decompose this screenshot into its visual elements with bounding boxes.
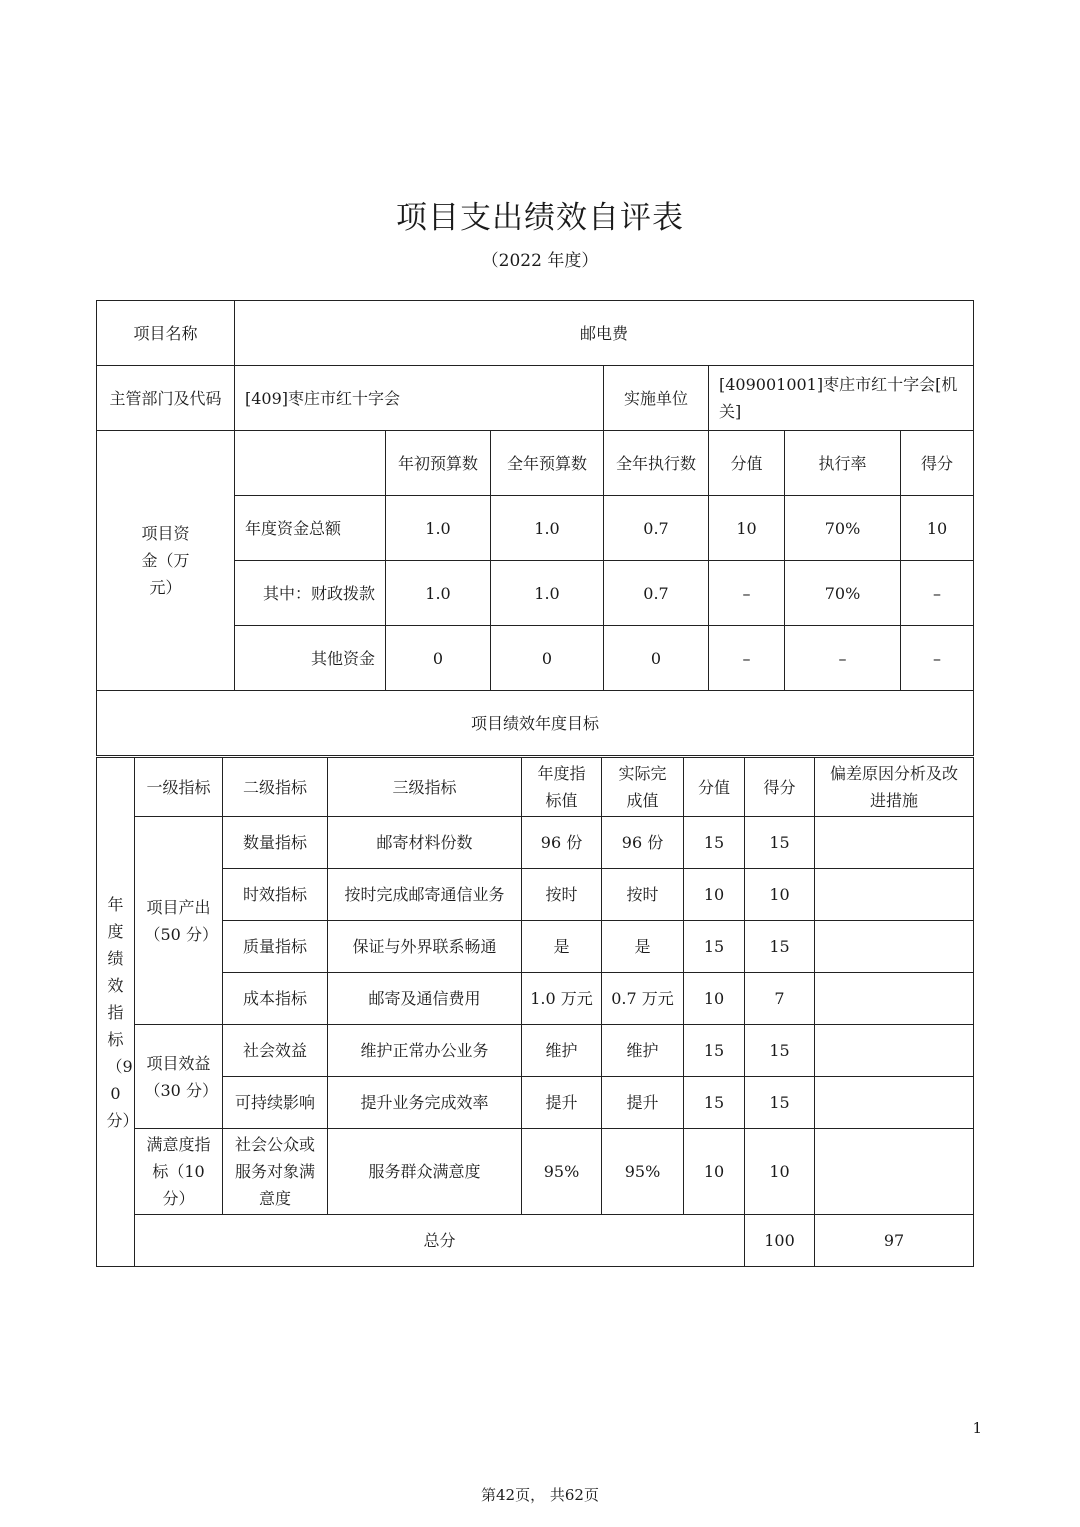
indicator-level2: 数量指标 — [223, 817, 328, 869]
indicator-target: 按时 — [522, 869, 602, 921]
indicator-header — [815, 758, 974, 817]
indicator-score: 7 — [745, 973, 815, 1025]
indicator-target: 是 — [522, 921, 602, 973]
funds-cell: 1.0 — [386, 561, 491, 626]
indicator-actual: 按时 — [602, 869, 684, 921]
indicator-header — [522, 758, 602, 817]
indicator-note — [815, 921, 974, 973]
indicator-group-label-text: 满意度指标（10分） — [146, 1135, 211, 1208]
indicator-level3: 提升业务完成效率 — [328, 1077, 522, 1129]
indicator-header-text: 偏差原因分析及改进措施 — [829, 764, 958, 810]
funds-cell: 10 — [901, 496, 974, 561]
indicator-header-text: 年度指标值 — [537, 764, 586, 810]
funds-row-label: 其中：财政拨款 — [235, 561, 386, 626]
funds-cell: 1.0 — [491, 561, 604, 626]
indicator-actual: 提升 — [602, 1077, 684, 1129]
indicator-score: 15 — [745, 817, 815, 869]
indicator-header: 分值 — [684, 758, 745, 817]
indicator-actual: 维护 — [602, 1025, 684, 1077]
indicator-score-value: 15 — [684, 817, 745, 869]
total-score: 97 — [815, 1215, 974, 1267]
indicator-level2: 可持续影响 — [223, 1077, 328, 1129]
total-score-value: 100 — [745, 1215, 815, 1267]
indicator-actual: 96 份 — [602, 817, 684, 869]
indicator-header: 得分 — [745, 758, 815, 817]
indicator-level3: 邮寄材料份数 — [328, 817, 522, 869]
indicator-actual: 是 — [602, 921, 684, 973]
total-label: 总分 — [135, 1215, 745, 1267]
indicator-target: 95% — [522, 1129, 602, 1215]
indicator-row — [97, 1077, 974, 1129]
indicator-header-text: 实际完成值 — [618, 764, 667, 810]
indicator-target: 1.0 万元 — [522, 973, 602, 1025]
indicator-group-label-text: 项目效益（30 分） — [144, 1053, 218, 1100]
funds-cell: 0.7 — [604, 561, 709, 626]
indicator-score-value: 10 — [684, 869, 745, 921]
indicator-row — [97, 1025, 974, 1077]
indicator-actual: 95% — [602, 1129, 684, 1215]
funds-cell: 0 — [386, 626, 491, 691]
indicator-score: 10 — [745, 869, 815, 921]
indicator-note — [815, 1129, 974, 1215]
funds-header: 分值 — [709, 431, 785, 496]
page-number: 1 — [972, 1419, 982, 1437]
indicator-level3: 服务群众满意度 — [328, 1129, 522, 1215]
indicator-header: 一级指标 — [135, 758, 223, 817]
funds-cell: 0 — [491, 626, 604, 691]
indicator-row — [97, 817, 974, 869]
indicators-side-label — [97, 758, 139, 1267]
funds-cell: 70% — [785, 496, 901, 561]
indicator-level3: 邮寄及通信费用 — [328, 973, 522, 1025]
indicator-note — [815, 973, 974, 1025]
indicator-score: 15 — [745, 1025, 815, 1077]
total-row — [97, 1215, 974, 1267]
project-info-table — [96, 300, 974, 756]
project-name-value: 邮电费 — [235, 301, 974, 366]
page-subtitle: （2022 年度） — [481, 251, 599, 271]
indicator-header — [602, 758, 684, 817]
indicator-score: 10 — [745, 1129, 815, 1215]
indicator-header: 二级指标 — [223, 758, 328, 817]
funds-cell: – — [901, 626, 974, 691]
indicator-row — [97, 1129, 974, 1215]
funds-cell: 70% — [785, 561, 901, 626]
indicators-side-label-text: 年度绩效指标（90分） — [106, 894, 139, 1130]
indicator-score-value: 15 — [684, 1025, 745, 1077]
indicator-target: 96 份 — [522, 817, 602, 869]
indicator-row — [97, 973, 974, 1025]
indicator-row — [97, 921, 974, 973]
indicator-level2: 质量指标 — [223, 921, 328, 973]
indicator-score: 15 — [745, 1077, 815, 1129]
funds-row-label: 年度资金总额 — [235, 496, 386, 561]
indicator-target: 提升 — [522, 1077, 602, 1129]
funds-row-label: 其他资金 — [235, 626, 386, 691]
funds-header: 执行率 — [785, 431, 901, 496]
indicator-score-value: 15 — [684, 1077, 745, 1129]
indicator-score-value: 15 — [684, 921, 745, 973]
funds-cell: 1.0 — [386, 496, 491, 561]
funds-header: 得分 — [901, 431, 974, 496]
indicator-score-value: 10 — [684, 973, 745, 1025]
indicator-level2: 时效指标 — [223, 869, 328, 921]
project-name-label: 项目名称 — [97, 301, 235, 366]
funds-cell: – — [901, 561, 974, 626]
indicator-score: 15 — [745, 921, 815, 973]
indicator-score-value: 10 — [684, 1129, 745, 1215]
indicator-level3: 维护正常办公业务 — [328, 1025, 522, 1077]
indicator-level2: 成本指标 — [223, 973, 328, 1025]
indicator-group-label — [135, 1129, 223, 1215]
indicator-note — [815, 1025, 974, 1077]
indicator-group-label — [135, 1025, 223, 1129]
indicator-level3: 保证与外界联系畅通 — [328, 921, 522, 973]
page-footer: 第42页， 共62页 — [481, 1486, 599, 1504]
unit-value: [409001001]枣庄市红十字会[机关] — [709, 366, 974, 431]
indicator-actual: 0.7 万元 — [602, 973, 684, 1025]
indicator-target: 维护 — [522, 1025, 602, 1077]
funds-header-blank — [235, 431, 386, 496]
indicator-group-label — [135, 817, 223, 1025]
indicator-level3: 按时完成邮寄通信业务 — [328, 869, 522, 921]
funds-cell: – — [785, 626, 901, 691]
page-title: 项目支出绩效自评表 — [396, 200, 684, 236]
funds-cell: 0.7 — [604, 496, 709, 561]
indicator-level2 — [223, 1129, 328, 1215]
funds-label — [97, 431, 235, 691]
indicator-note — [815, 1077, 974, 1129]
dept-value: [409]枣庄市红十字会 — [235, 366, 604, 431]
indicator-row — [97, 869, 974, 921]
dept-label: 主管部门及代码 — [97, 366, 235, 431]
funds-header: 年初预算数 — [386, 431, 491, 496]
funds-cell: – — [709, 561, 785, 626]
indicators-table — [96, 757, 974, 1267]
indicator-level2: 社会效益 — [223, 1025, 328, 1077]
indicator-note — [815, 869, 974, 921]
indicator-note — [815, 817, 974, 869]
funds-cell: 10 — [709, 496, 785, 561]
indicator-level2-text: 社会公众或服务对象满意度 — [234, 1135, 315, 1208]
funds-cell: – — [709, 626, 785, 691]
goals-header: 项目绩效年度目标 — [97, 691, 974, 756]
unit-label: 实施单位 — [604, 366, 709, 431]
funds-cell: 1.0 — [491, 496, 604, 561]
funds-header: 全年预算数 — [491, 431, 604, 496]
funds-cell: 0 — [604, 626, 709, 691]
funds-header: 全年执行数 — [604, 431, 709, 496]
funds-label-text: 项目资金（万元） — [141, 524, 190, 597]
indicator-header: 三级指标 — [328, 758, 522, 817]
indicator-group-label-text: 项目产出（50 分） — [144, 897, 218, 944]
